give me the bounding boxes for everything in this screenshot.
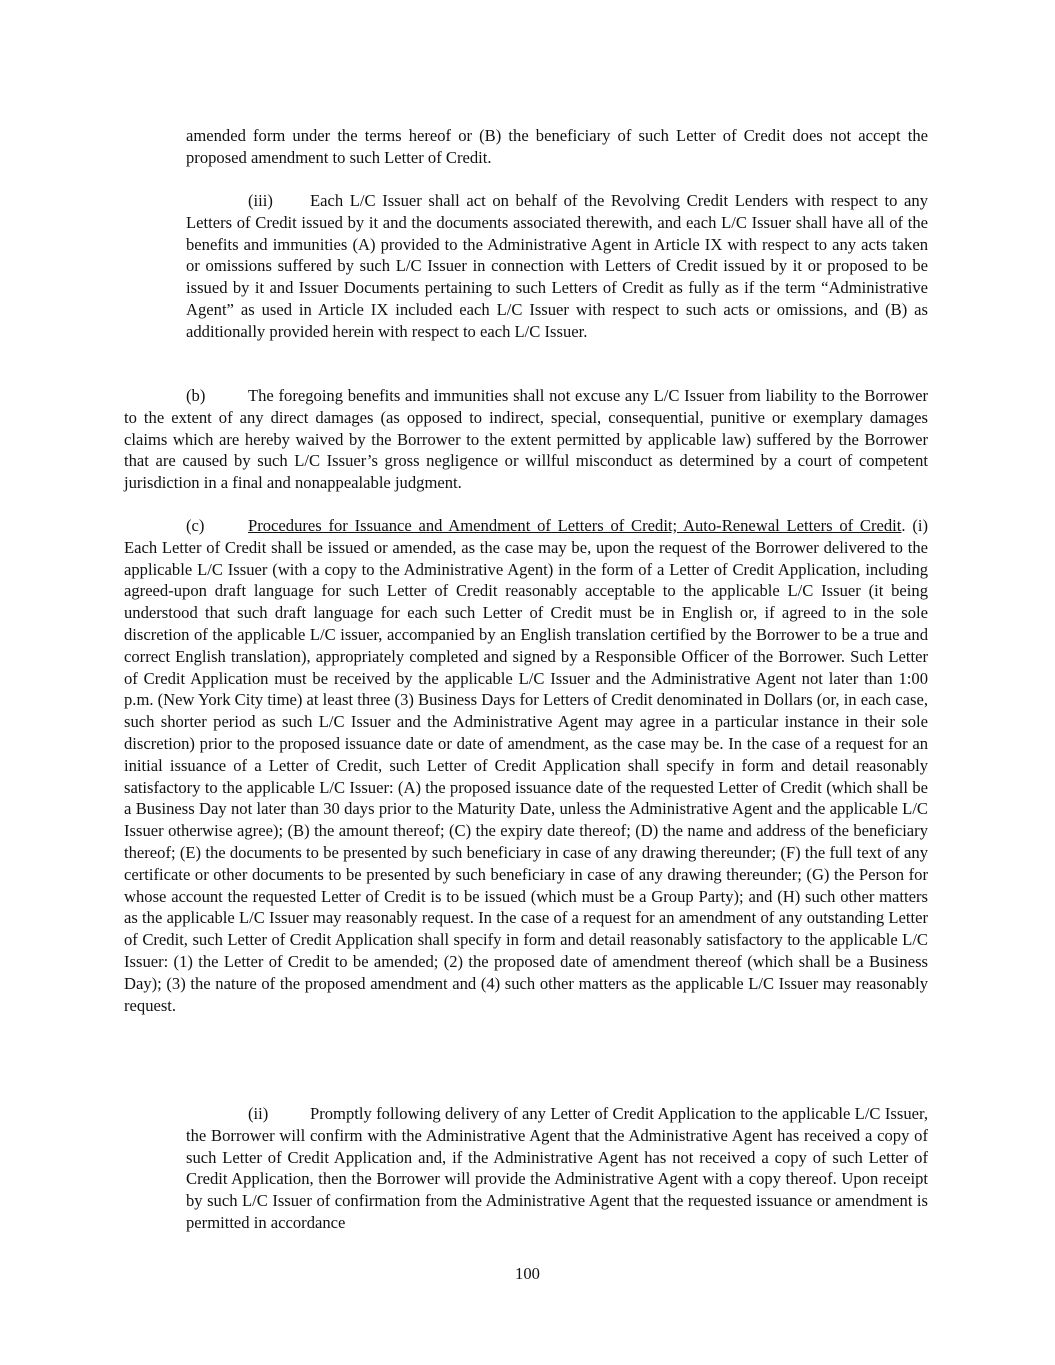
paragraph-number: (iii): [248, 191, 273, 210]
page-number: 100: [515, 1264, 540, 1283]
paragraph-text: amended form under the terms hereof or (B) the beneficiary of such Letter of Credit does not accept the proposed amendment to such Letter of Credit.: [186, 126, 928, 167]
paragraph-text: The foregoing benefits and immunities shall not excuse any L/C Issuer from liability to the Borrower to the extent of any direct damages (as opposed to indirect, special, consequential, punitive or exemplary damages claims which are hereby waived by the Borrower to the extent permitted by applicable law) suffered by the Borrower that are caused by such L/C Issuer’s gross negligence or willful misconduct as determined by a court of competent jurisdiction in a final and nonappealable judgment.: [124, 386, 928, 493]
paragraph-ii: [186, 1103, 928, 1234]
paragraph-text: Each L/C Issuer shall act on behalf of the Revolving Credit Lenders with respect to any Letters of Credit issued by it and the documents associated therewith, and each L/C Issuer shall have all of the benefits and immunities (A) provided to the Administrative Agent in Article IX with respect to any acts taken or omissions suffered by such L/C Issuer in connection with Letters of Credit issued by it or proposed to be issued by it and Issuer Documents pertaining to such Letters of Credit as fully as if the term “Administrative Agent” as used in Article IX included each L/C Issuer with respect to such acts or omissions, and (B) as additionally provided herein with respect to each L/C Issuer.: [186, 191, 928, 341]
paragraph-b: [124, 385, 928, 494]
paragraph-number: (ii): [248, 1104, 269, 1123]
paragraph-number: (c): [186, 516, 205, 535]
paragraph-c: [124, 515, 928, 1016]
paragraph-text: . (i) Each Letter of Credit shall be issued or amended, as the case may be, upon the request of the Borrower delivered to the applicable L/C Issuer (with a copy to the Administrative Agent) in the form of a Letter of Credit Application, including agreed-upon draft language for such Letter of Credit reasonably acceptable to the applicable L/C Issuer (it being understood that such draft language for each such Letter of Credit must be in English or, if agreed to in the sole discretion of the applicable L/C issuer, accompanied by an English translation certified by the Borrower to be a true and correct English translation), appropriately completed and signed by a Responsible Officer of the Borrower. Such Letter of Credit Application must be received by the applicable L/C Issuer and the Administrative Agent not later than 1:00 p.m. (New York City time) at least three (3) Business Days for Letters of Credit denominated in Dollars (or, in each case, such shorter period as such L/C Issuer and the Administrative Agent may agree in a particular instance in their sole discretion) prior to the proposed issuance date or date of amendment, as the case may be. In the case of a request for an initial issuance of a Letter of Credit, such Letter of Credit Application shall specify in form and detail reasonably satisfactory to the applicable L/C Issuer: (A) the proposed issuance date of the requested Letter of Credit (which shall be a Business Day not later than 30 days prior to the Maturity Date, unless the Administrative Agent and the applicable L/C Issuer otherwise agree); (B) the amount thereof; (C) the expiry date thereof; (D) the name and address of the beneficiary thereof; (E) the documents to be presented by such beneficiary in case of any drawing thereunder; (F) the full text of any certificate or other documents to be presented by such beneficiary in case of any drawing thereunder; (G) the Person for whose account the requested Letter of Credit is to be issued (which must be a Group Party); and (H) such other matters as the applicable L/C Issuer may reasonably request. In the case of a request for an amendment of any outstanding Letter of Credit, such Letter of Credit Application shall specify in form and detail reasonably satisfactory to the applicable L/C Issuer: (1) the Letter of Credit to be amended; (2) the proposed date of amendment thereof (which shall be a Business Day); (3) the nature of the proposed amendment and (4) such other matters as the applicable L/C Issuer may reasonably request.: [124, 516, 928, 1015]
section-heading: Procedures for Issuance and Amendment of Letters of Credit; Auto-Renewal Letters of Credit: [248, 516, 902, 535]
paragraph-iii: [186, 190, 928, 343]
paragraph-number: (b): [186, 386, 206, 405]
paragraph-text: Promptly following delivery of any Letter of Credit Application to the applicable L/C Issuer, the Borrower will confirm with the Administrative Agent that the Administrative Agent has received a copy of such Letter of Credit Application and, if the Administrative Agent has not received a copy of such Letter of Credit Application, then the Borrower will provide the Administrative Agent with a copy thereof. Upon receipt by such L/C Issuer of confirmation from the Administrative Agent that the requested issuance or amendment is permitted in accordance: [186, 1104, 928, 1232]
paragraph-continuation: [186, 125, 928, 169]
